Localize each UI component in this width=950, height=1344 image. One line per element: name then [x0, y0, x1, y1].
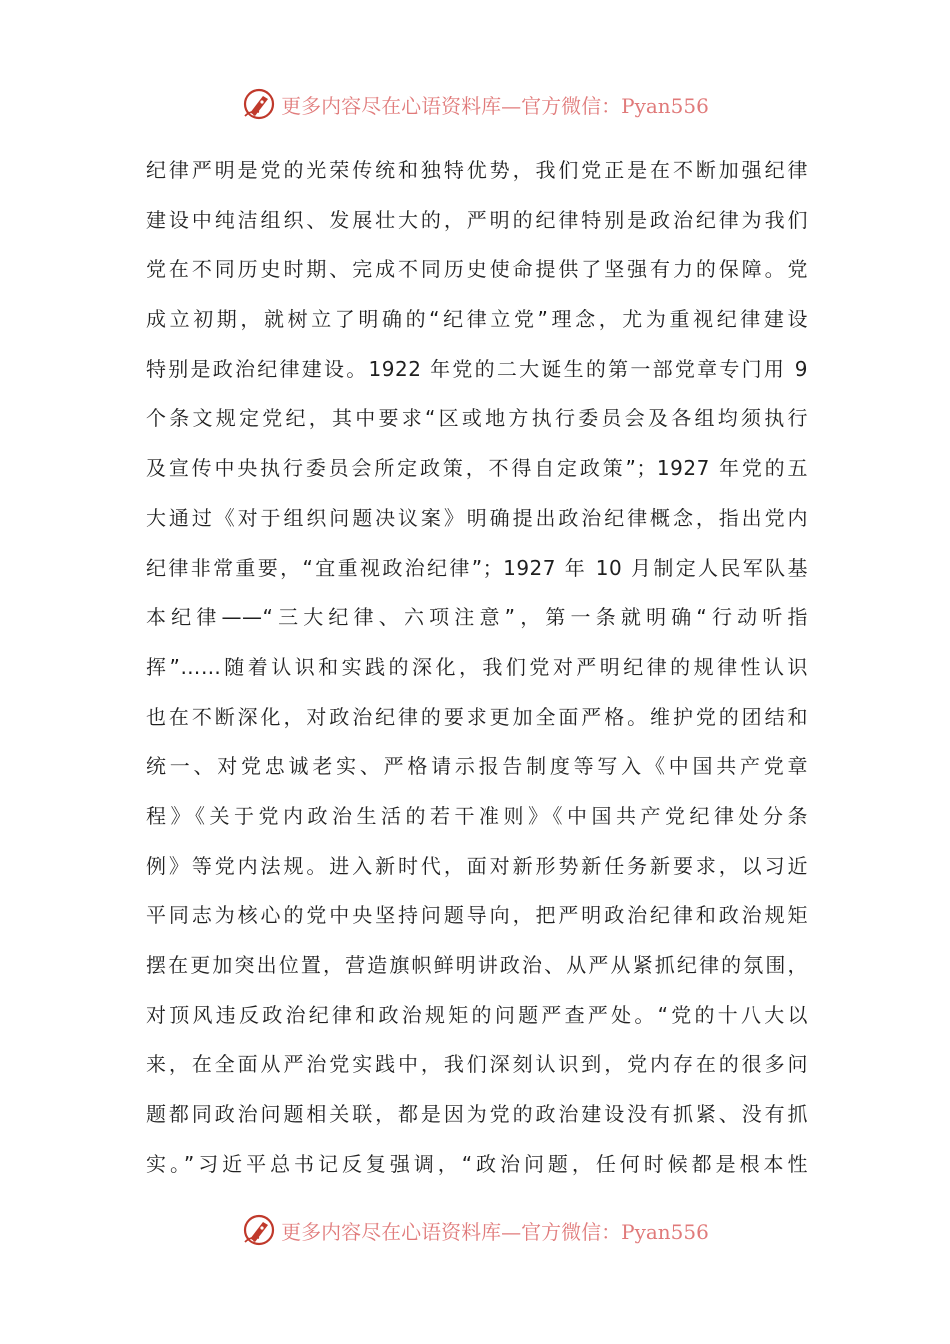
watermark-text: 更多内容尽在心语资料库—官方微信：Pyan556 [281, 1219, 709, 1244]
text-line: 摆在更加突出位置，营造旗帜鲜明讲政治、从严从紧抓纪律的氛围， [146, 953, 808, 977]
text-line: 纪律非常重要，“宜重视政治纪律”；1927 年 10 月制定人民军队基 [146, 555, 808, 580]
footer-watermark [0, 1208, 950, 1252]
text-line: 建设中纯洁组织、发展壮大的，严明的纪律特别是政治纪律为我们 [146, 207, 808, 232]
text-line: 及宣传中央执行委员会所定政策，不得自定政策”；1927 年党的五 [146, 456, 808, 481]
article-body [146, 146, 808, 1189]
text-line: 对顶风违反政治纪律和政治规矩的问题严查严处。“党的十八大以 [146, 1002, 808, 1027]
text-line: 特别是政治纪律建设。1922 年党的二大诞生的第一部党章专门用 9 [146, 356, 808, 381]
text-line: 也在不断深化，对政治纪律的要求更加全面严格。维护党的团结和 [146, 704, 808, 729]
text-line: 实。”习近平总书记反复强调，“政治问题，任何时候都是根本性 [146, 1151, 808, 1176]
text-line: 本纪律——“三大纪律、六项注意”，第一条就明确“行动听指 [146, 605, 808, 630]
text-line: 统一、对党忠诚老实、严格请示报告制度等写入《中国共产党章 [146, 754, 808, 779]
pen-nib-logo-icon [241, 86, 277, 122]
text-line: 党在不同历史时期、完成不同历史使命提供了坚强有力的保障。党 [146, 257, 808, 282]
text-line: 程》《关于党内政治生活的若干准则》《中国共产党纪律处分条 [146, 803, 808, 828]
text-line: 例》等党内法规。进入新时代，面对新形势新任务新要求，以习近 [146, 853, 808, 878]
text-line: 个条文规定党纪，其中要求“区或地方执行委员会及各组均须执行 [146, 406, 808, 431]
watermark-text: 更多内容尽在心语资料库—官方微信：Pyan556 [281, 93, 709, 118]
text-line: 大通过《对于组织问题决议案》明确提出政治纪律概念，指出党内 [146, 505, 808, 530]
text-line: 成立初期，就树立了明确的“纪律立党”理念，尤为重视纪律建设 [146, 307, 808, 332]
text-line: 来，在全面从严治党实践中，我们深刻认识到，党内存在的很多问 [146, 1052, 808, 1077]
header-watermark [0, 82, 950, 126]
text-line: 题都同政治问题相关联，都是因为党的政治建设没有抓紧、没有抓 [146, 1102, 808, 1127]
text-line: 纪律严明是党的光荣传统和独特优势，我们党正是在不断加强纪律 [146, 158, 808, 182]
text-line: 平同志为核心的党中央坚持问题导向，把严明政治纪律和政治规矩 [146, 903, 808, 928]
pen-nib-logo-icon [241, 1212, 277, 1248]
text-line: 挥”……随着认识和实践的深化，我们党对严明纪律的规律性认识 [146, 654, 808, 679]
